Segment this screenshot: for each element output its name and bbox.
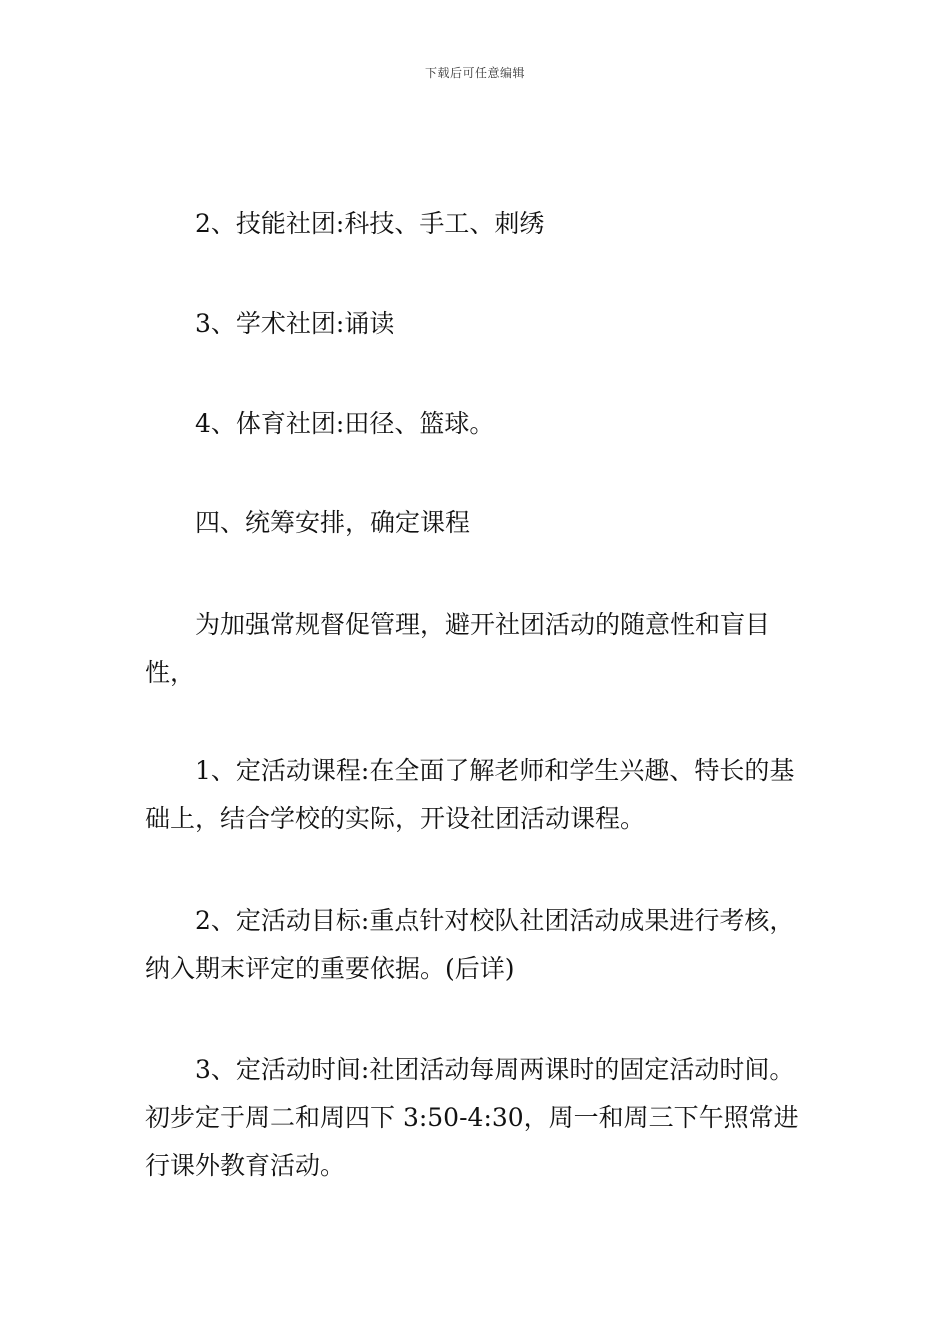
paragraph-activity-goals: 2、定活动目标:重点针对校队社团活动成果进行考核，纳入期末评定的重要依据。(后详): [145, 906, 795, 983]
paragraph-activity-courses: 1、定活动课程:在全面了解老师和学生兴趣、特长的基础上，结合学校的实际，开设社团活动课程。: [145, 756, 795, 833]
paragraph-academic-club: 3、学术社团:诵读: [195, 309, 395, 338]
paragraph-skills-club: 2、技能社团:科技、手工、刺绣: [195, 209, 545, 238]
paragraph-sports-club: 4、体育社团:田径、篮球。: [195, 409, 495, 438]
paragraph-management: 为加强常规督促管理，避开社团活动的随意性和盲目性，: [145, 610, 771, 687]
section-heading-schedule: 四、统筹安排，确定课程: [195, 508, 471, 537]
paragraph-activity-time: 3、定活动时间:社团活动每周两课时的固定活动时间。初步定于周二和周四下 3:50-4:30，周一和周三下午照常进行课外教育活动。: [145, 1055, 799, 1180]
page-header: 下载后可任意编辑: [424, 66, 525, 80]
